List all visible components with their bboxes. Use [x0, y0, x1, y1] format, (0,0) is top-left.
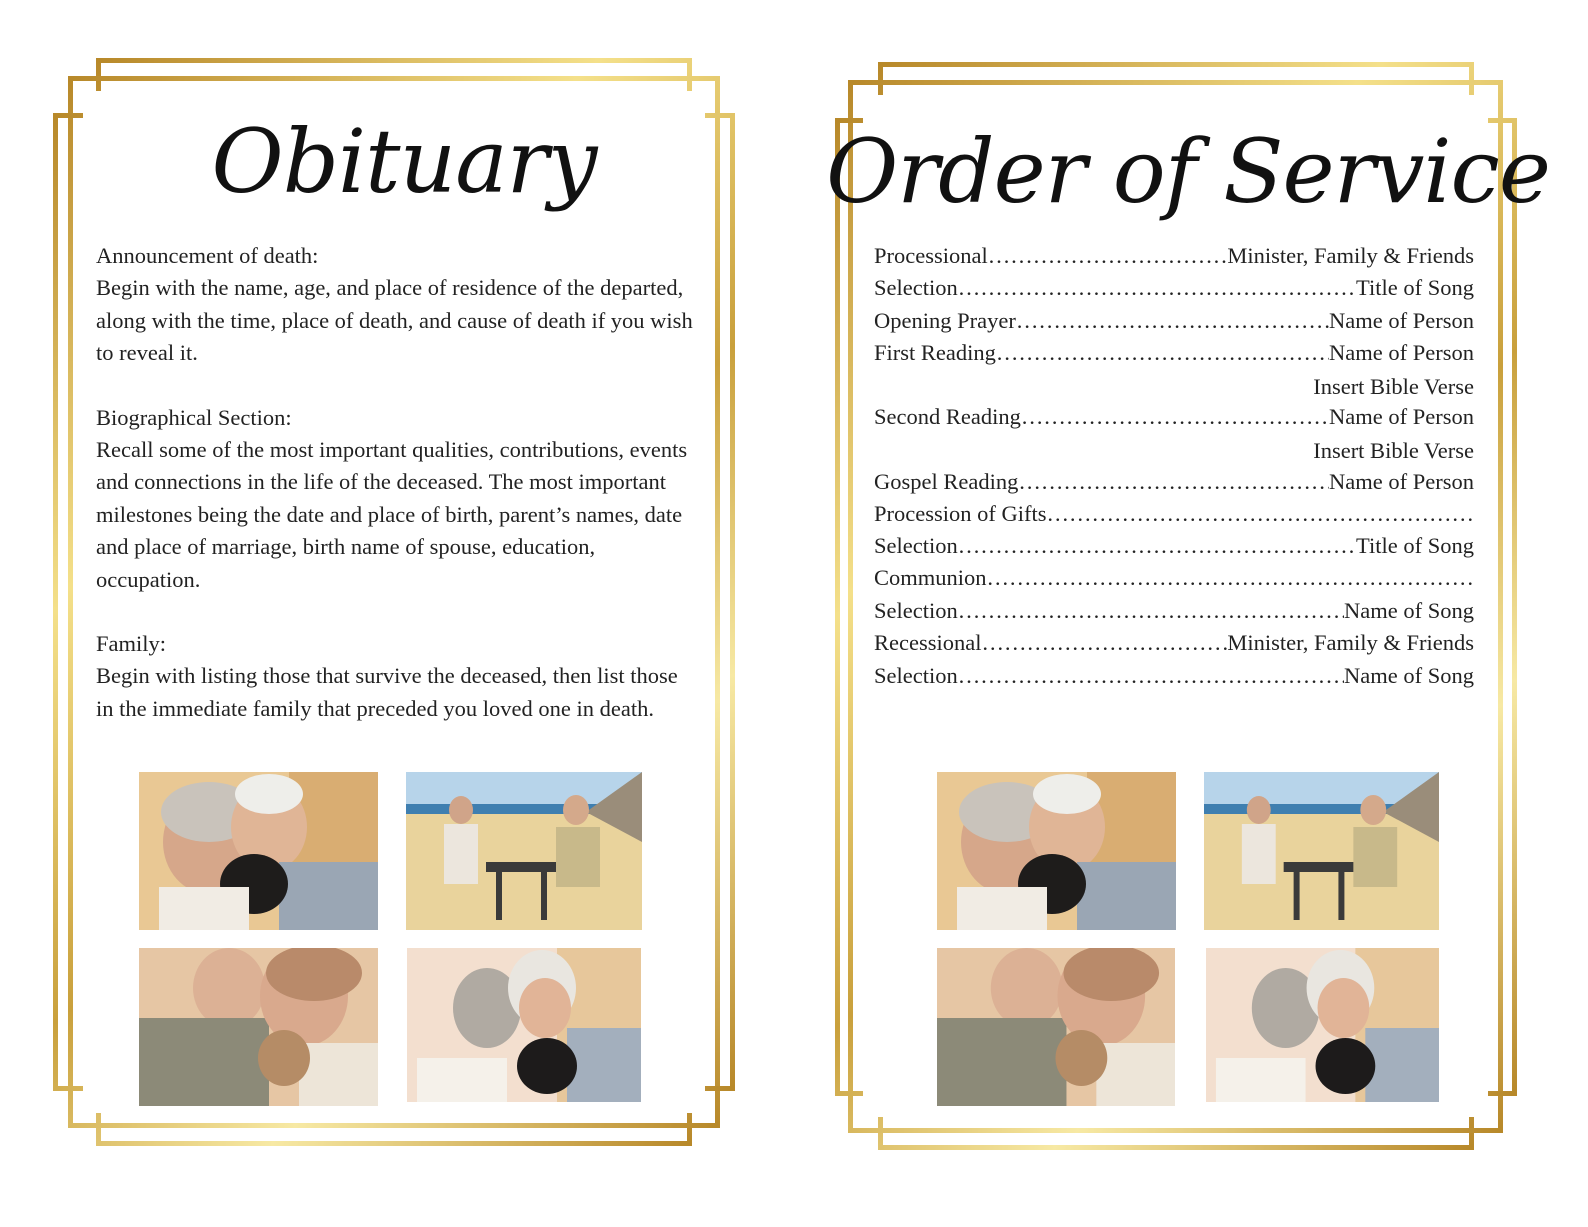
- order-of-service-panel: [808, 0, 1588, 1227]
- couple-at-cafe-table-photo: [406, 772, 642, 930]
- couple-hugging-pug-photo: [139, 948, 378, 1106]
- service-list: [874, 243, 1474, 713]
- bible-verse: Insert Bible Verse: [1313, 374, 1474, 399]
- section-heading: Announcement of death:: [96, 243, 319, 268]
- service-item: Selection ……………………………………………………………………………………………………………… Title of Song: [874, 533, 1474, 565]
- service-item: Gospel Reading ……………………………………………………………………………………………………………… Name of Person: [874, 469, 1474, 501]
- service-item: Second Reading ……………………………………………………………………………………………………………… Name of Person: [874, 404, 1474, 436]
- couple-at-cafe-table-photo: [1204, 772, 1439, 930]
- service-item: Communion ………………………………………………………………………………………………………………: [874, 565, 1474, 597]
- section-heading: Family:: [96, 631, 167, 657]
- couple-hugging-pug-photo: [937, 948, 1175, 1106]
- obituary-panel: [0, 0, 780, 1227]
- service-item: Selection ……………………………………………………………………………………………………………… Title of Song: [874, 275, 1474, 307]
- couple-with-pug-photo: [937, 772, 1176, 930]
- service-item: Procession of Gifts ………………………………………………………………………………………………………………: [874, 501, 1474, 533]
- couple-with-pug-photo: [139, 772, 378, 930]
- section-body: Recall some of the most important qualities, contributions, events and connections in the life of the deceased. The most important milestones being the date and place of birth, parent’s names, date and place of marriage, birth name of spouse, education, occupation.: [96, 437, 688, 592]
- service-item: Recessional ……………………………………………………………………………………………………………… Minister, Family & Friends: [874, 630, 1474, 662]
- couple-kissing-with-pug-photo: [407, 948, 641, 1102]
- service-item: Opening Prayer ……………………………………………………………………………………………………………… Name of Person: [874, 308, 1474, 340]
- section-body: Begin with the name, age, and place of residence of the departed, along with the time, place of death, and cause of death if you wish to reveal it.: [96, 275, 693, 366]
- obituary-title: Obituary: [211, 110, 597, 213]
- section-body: Begin with listing those that survive the deceased, then list those in the immediate family that preceded you loved one in death.: [96, 663, 678, 721]
- service-item: Processional ……………………………………………………………………………………………………………… Minister, Family & Friends: [874, 243, 1474, 275]
- service-item: Selection ……………………………………………………………………………………………………………… Name of Song: [874, 598, 1474, 630]
- obituary-body: [96, 240, 696, 725]
- service-item: Selection ……………………………………………………………………………………………………………… Name of Song: [874, 663, 1474, 695]
- couple-kissing-with-pug-photo: [1206, 948, 1439, 1102]
- section-heading: Biographical Section:: [96, 404, 292, 430]
- service-item: First Reading ……………………………………………………………………………………………………………… Name of Person: [874, 340, 1474, 372]
- order-of-service-title: Order of Service: [826, 120, 1550, 223]
- bible-verse: Insert Bible Verse: [1313, 438, 1474, 463]
